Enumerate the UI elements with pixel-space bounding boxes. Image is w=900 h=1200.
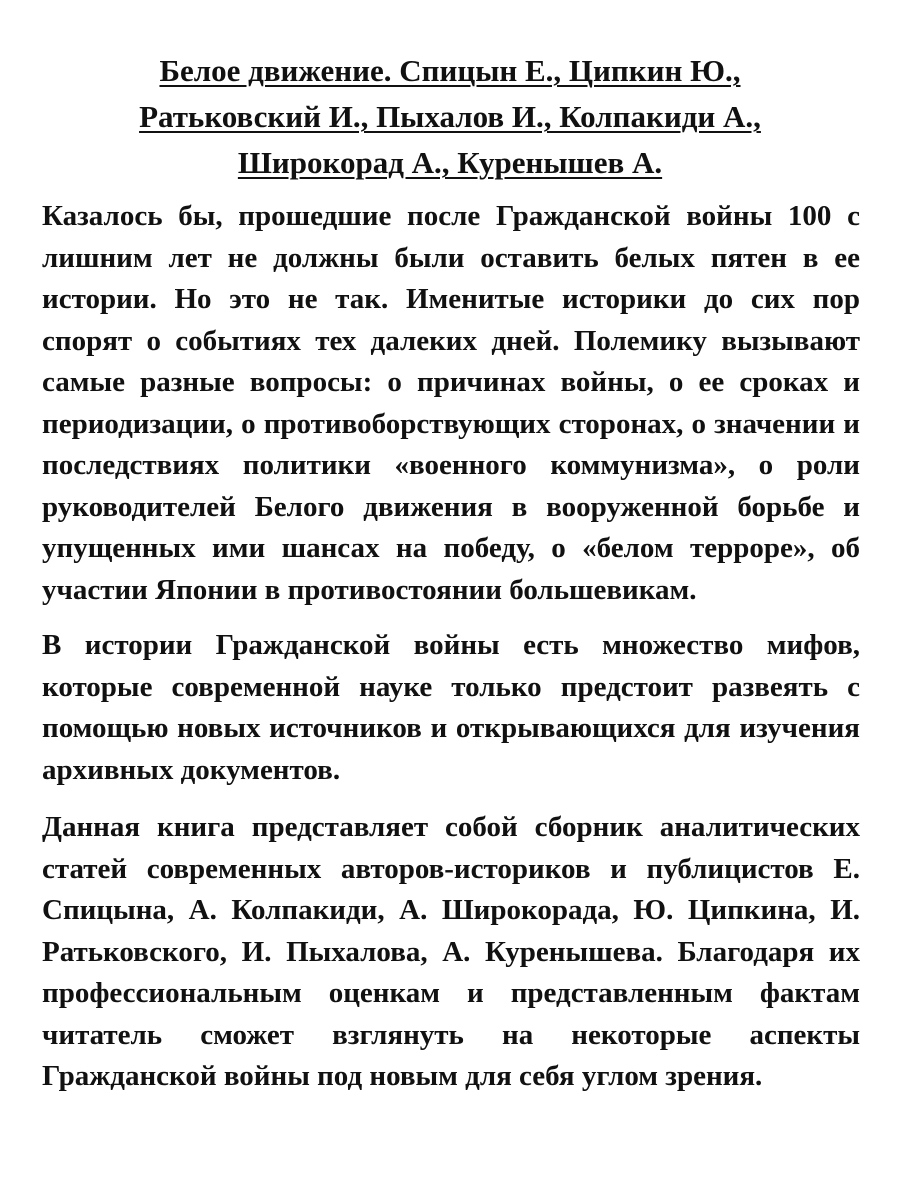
book-title — [40, 48, 860, 186]
title-line: Белое движение. Спицын Е., Ципкин Ю., — [159, 53, 741, 88]
paragraph-intro: Казалось бы, прошедшие после Гражданской войны 100 с лишним лет не должны были оставить белых пятен в ее истории. Но это не так. Именитые историки до сих пор спорят о событиях тех далеких дней. Полемику вызывают самые разные вопросы: о причинах войны, о ее сроках и периодизации, о противоборствующих сторонах, о значении и последствиях политики «военного коммунизма», о роли руководителей Белого движения в вооруженной борьбе и упущенных ими шансах на победу, о «белом терроре», об участии Японии в противостоянии большевикам. — [42, 200, 860, 606]
title-line: Широкорад А., Куренышев А. — [237, 145, 663, 180]
paragraph-myths: В истории Гражданской войны есть множество мифов, которые современной науке только предстоит развеять с помощью новых источников и открывающихся для изучения архивных документов. — [42, 629, 860, 786]
title-line: Ратьковский И., Пыхалов И., Колпакиди А., — [139, 99, 761, 134]
paragraph-book-summary: Данная книга представляет собой сборник аналитических статей современных авторов-историков и публицистов Е. Спицына, А. Колпакиди, А. Широкорада, Ю. Ципкина, И. Ратьковского, И. Пыхалова, А. Куренышева. Благодаря их профессиональным оценкам и представленным фактам читатель сможет взглянуть на некоторые аспекты Гражданской войны под новым для себя углом зрения. — [42, 811, 860, 1092]
description-body — [42, 196, 860, 1114]
